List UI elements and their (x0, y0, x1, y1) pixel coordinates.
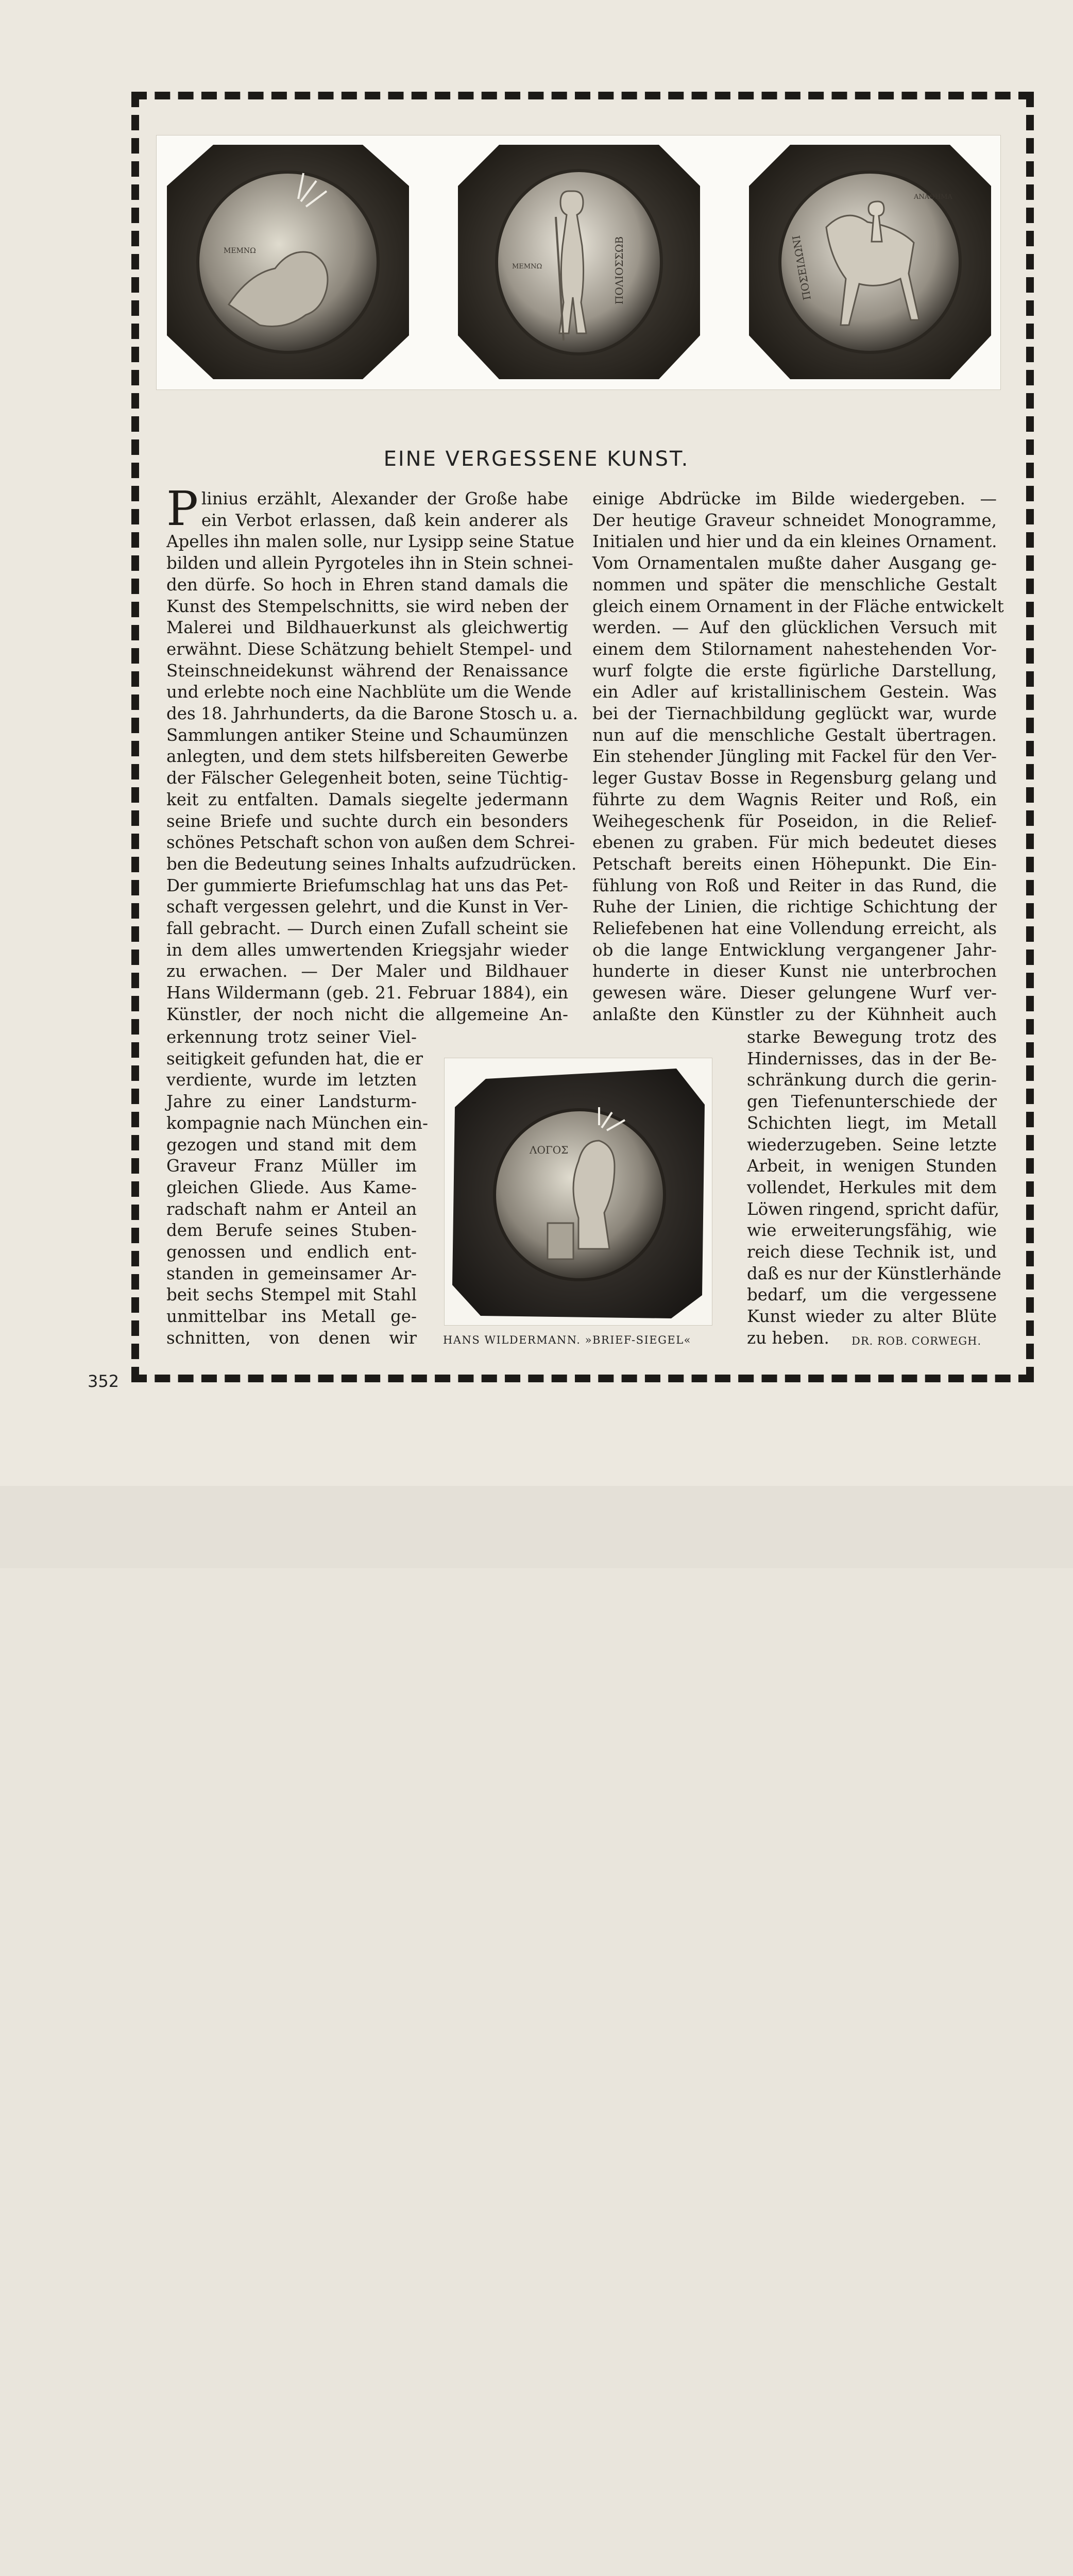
text-line: ben die Bedeutung seines Inhalts aufzudrücken. (166, 854, 577, 874)
text-line: Jahre zu einer Landsturm- (166, 1092, 417, 1112)
text-line: Schichten liegt, im Metall (747, 1113, 997, 1133)
text-line: und erlebte noch eine Nachblüte um die Wende (166, 682, 572, 702)
text-line: gezogen und stand mit dem (166, 1134, 417, 1155)
seal2-inscription-left: ΜΕΜΝΩ (512, 263, 542, 270)
text-line: gen Tiefenunterschiede der (747, 1092, 997, 1112)
text-line: Petschaft bereits einen Höhepunkt. Die Ein- (592, 854, 997, 874)
text-line: fühlung von Roß und Reiter in das Rund, die (592, 875, 997, 895)
text-line: wiederzugeben. Seine letzte (747, 1134, 997, 1155)
text-line: bilden und allein Pyrgoteles ihn in Stein schnei- (166, 553, 573, 573)
text-line: anlaßte den Künstler zu der Kühnheit auch (592, 1004, 997, 1024)
text-line: schnitten, von denen wir (166, 1328, 417, 1348)
text-line: schönes Petschaft schon von außen dem Schrei- (166, 833, 575, 853)
text-column-left-narrow (166, 1027, 429, 1349)
page-number: 352 (88, 1371, 120, 1391)
text-line: Steinschneidekunst während der Renaissance (166, 660, 568, 681)
text-line: starke Bewegung trotz des (747, 1027, 997, 1047)
text-line: Weihegeschenk für Poseidon, in die Relief- (592, 811, 997, 831)
text-line: Kunst wieder zu alter Blüte (747, 1307, 997, 1327)
text-line: Apelles ihn malen solle, nur Lysipp seine Statue (166, 532, 574, 552)
text-line: Graveur Franz Müller im (166, 1156, 417, 1176)
text-line: keit zu entfalten. Damals siegelte jedermann (166, 789, 568, 809)
text-line: leger Gustav Bosse in Regensburg gelang und (592, 768, 997, 788)
text-line: verdiente, wurde im letzten (166, 1070, 417, 1090)
text-line: zu heben. (747, 1328, 829, 1348)
text-line: nun auf die menschliche Gestalt übertragen. (592, 725, 997, 745)
text-line: radschaft nahm er Anteil an (166, 1199, 417, 1219)
text-line: hunderte in dieser Kunst nie unterbrochen (592, 961, 997, 981)
text-line: führte zu dem Wagnis Reiter und Roß, ein (592, 789, 997, 809)
text-line: nommen und später die menschliche Gestalt (592, 574, 997, 595)
text-line: ebenen zu graben. Für mich bedeutet dieses (592, 833, 997, 853)
text-line: reich diese Technik ist, und (747, 1242, 997, 1262)
drop-cap: P (166, 481, 198, 536)
text-line: fall gebracht. — Durch einen Zufall scheint sie (166, 919, 568, 939)
text-line: Hans Wildermann (geb. 21. Februar 1884), ein (166, 983, 568, 1003)
text-line: den dürfe. So hoch in Ehren stand damals die (166, 574, 568, 595)
text-line: bei der Tiernachbildung geglückt war, wurde (592, 704, 997, 724)
text-column-left (166, 481, 578, 1026)
text-line: Arbeit, in wenigen Stunden (747, 1156, 997, 1176)
text-line: vollendet, Herkules mit dem (747, 1177, 997, 1197)
text-line: seitigkeit gefunden hat, die er (166, 1048, 423, 1069)
text-column-right (592, 488, 1004, 1026)
seal3-inscription-left: ΠΟΣΕΙΔΩΝΙ (790, 234, 813, 301)
text-line: gleich einem Ornament in der Fläche entwickelt (592, 596, 1004, 616)
text-line: Reliefebenen hat eine Vollendung erreicht, als (592, 919, 997, 939)
text-line: beit sechs Stempel mit Stahl (166, 1285, 417, 1305)
text-line: werden. — Auf den glücklichen Versuch mit (592, 618, 997, 638)
text-line: seine Briefe und suchte durch ein besonders (166, 811, 568, 831)
text-line: dem Berufe seines Stuben- (166, 1221, 417, 1241)
text-line: der Fälscher Gelegenheit boten, seine Tüchtig- (166, 768, 568, 788)
text-line: erwähnt. Diese Schätzung behielt Stempel- und (166, 639, 572, 659)
right-column-text (592, 488, 1004, 1026)
text-line: genossen und endlich ent- (166, 1242, 417, 1262)
article-title: EINE VERGESSENE KUNST. (383, 447, 690, 471)
text-line: schaft vergessen gelehrt, und die Kunst in Ver- (166, 897, 568, 917)
text-line: unmittelbar ins Metall ge- (166, 1307, 417, 1327)
left-narrow-text (166, 1027, 429, 1349)
text-line: anlegten, und dem stets hilfsbereiten Gewerbe (166, 747, 568, 767)
text-line: daß es nur der Künstlerhände (747, 1263, 1001, 1283)
seal-st-george (167, 145, 409, 379)
text-line: Malerei und Bildhauerkunst als gleichwertig (166, 618, 568, 638)
seal1-inscription: ΜΕΜΝΩ (224, 247, 256, 255)
seal-eagle (445, 1058, 712, 1325)
text-line: ein Verbot erlassen, daß kein anderer als (201, 510, 568, 530)
text-column-right-narrow (747, 1027, 1001, 1349)
text-line: schränkung durch die gerin- (747, 1070, 997, 1090)
text-line: Sammlungen antiker Steine und Schaumünzen (166, 725, 568, 745)
text-line: wurf folgte die erste figürliche Darstellung, (592, 660, 997, 681)
text-line: Künstler, der noch nicht die allgemeine An- (166, 1004, 568, 1024)
text-line: Hindernisses, das in der Be- (747, 1048, 997, 1069)
text-line: ein Adler auf kristallinischem Gestein. Was (592, 682, 997, 702)
seal-horse-rider (749, 145, 991, 379)
seal4-inscription: ΛΟΓΟΣ (530, 1144, 569, 1156)
figure-caption: HANS WILDERMANN. »BRIEF-SIEGEL« (443, 1334, 691, 1346)
seal3-inscription-right: ΑΝΑΘΗΜΑ (914, 193, 952, 201)
text-line: einem dem Stilornament nahestehenden Vor- (592, 639, 997, 659)
text-line: Kunst des Stempelschnitts, sie wird neben der (166, 596, 568, 616)
right-narrow-text (747, 1027, 1001, 1349)
text-line: Initialen und hier und da ein kleines Ornament. (592, 532, 997, 552)
text-line: gleichen Gliede. Aus Kame- (166, 1177, 417, 1197)
text-line: ob die lange Entwicklung vergangener Jahr- (592, 940, 997, 960)
text-line: Ein stehender Jüngling mit Fackel für den Ver- (592, 747, 997, 767)
seal2-inscription-right: ΠΟΛΙΟΣΣΩΒ (613, 236, 625, 304)
seal-photo-eagle (444, 1058, 712, 1326)
author-signature: DR. ROB. CORWEGH. (851, 1335, 982, 1347)
seal-standing-youth (458, 145, 700, 379)
text-line: zu erwachen. — Der Maler und Bildhauer (166, 961, 568, 981)
text-line: Vom Ornamentalen mußte daher Ausgang ge- (592, 553, 997, 573)
text-line: Der heutige Graveur schneidet Monogramme, (592, 510, 997, 530)
digitization-footer (0, 1486, 1073, 1568)
text-line: Ruhe der Linien, die richtige Schichtung der (592, 897, 997, 917)
text-line: erkennung trotz seiner Viel- (166, 1027, 417, 1047)
text-line: Löwen ringend, spricht dafür, (747, 1199, 1000, 1219)
text-line: wie erweiterungsfähig, wie (747, 1221, 997, 1241)
text-line: in dem alles umwertenden Kriegsjahr wieder (166, 940, 568, 960)
text-line: Der gummierte Briefumschlag hat uns das Pet- (166, 875, 568, 895)
text-line: des 18. Jahrhunderts, da die Barone Stosch u. a. (166, 704, 578, 724)
text-line: linius erzählt, Alexander der Große habe (201, 489, 568, 509)
text-line: standen in gemeinsamer Ar- (166, 1263, 417, 1283)
seal-photo-top (156, 135, 1001, 390)
text-line: bedarf, um die vergessene (747, 1285, 997, 1305)
text-line: einige Abdrücke im Bilde wiedergeben. — (592, 489, 997, 509)
text-line: kompagnie nach München ein- (166, 1113, 429, 1133)
left-column-text (166, 481, 578, 1026)
text-line: gewesen wäre. Dieser gelungene Wurf ver- (592, 983, 997, 1003)
